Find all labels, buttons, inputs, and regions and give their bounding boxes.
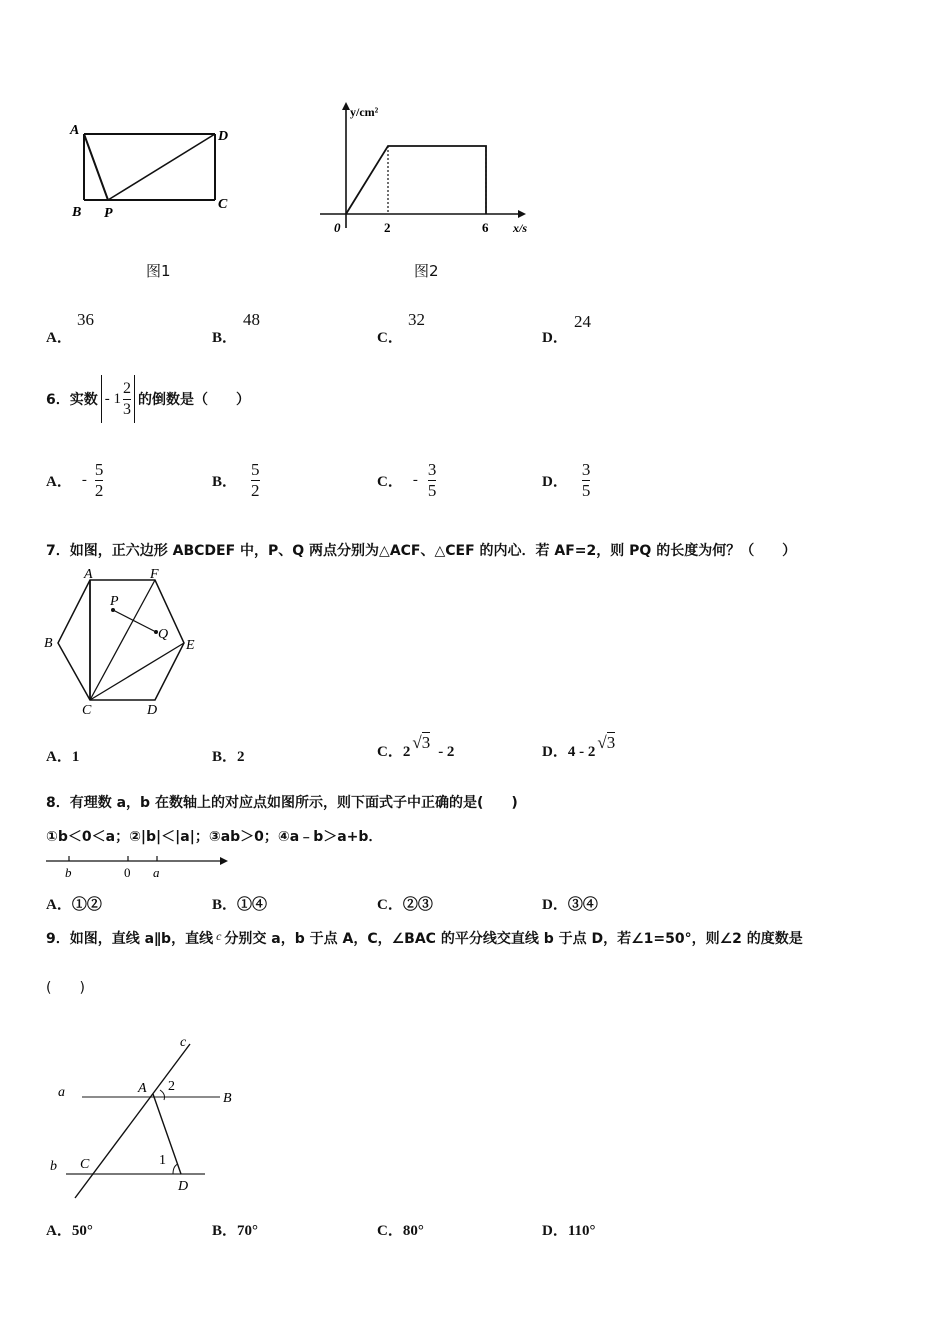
sqrt-icon: √3: [597, 733, 616, 752]
q8-number-line: [44, 850, 234, 880]
fig2-x-label: x/s: [513, 221, 528, 235]
q7-stem: 7．如图，正六边形 ABCDEF 中，P、Q 两点分别为△ACF、△CEF 的内心．若 AF=2，则 PQ 的长度为何？（ ）: [46, 543, 797, 559]
q7-option-c[interactable]: C． 2 √3 - 2: [377, 733, 455, 760]
q9-var-c: c: [216, 929, 222, 943]
fig2-tick-2: 2: [384, 220, 391, 235]
q7-label-E: E: [186, 638, 195, 653]
fig1-label-A: A: [70, 123, 80, 138]
q6-suffix: 的倒数是（ ）: [138, 392, 250, 408]
q6-abs-fraction: $\frac{2}{3}$: [123, 379, 131, 418]
q5-option-a-value: 36: [77, 310, 94, 329]
q8-stem: 8．有理数 a，b 在数轴上的对应点如图所示，则下面式子中正确的是( ): [46, 795, 518, 811]
q9-label-D: D: [178, 1179, 189, 1194]
q8-axis-0: 0: [124, 865, 131, 880]
q8-axis-a: a: [153, 865, 160, 880]
q8-option-d[interactable]: D．③④: [542, 897, 598, 913]
figure-2-caption: 图2: [414, 262, 439, 280]
q8-option-a[interactable]: A．①②: [46, 897, 102, 913]
q5-option-d[interactable]: D．: [542, 330, 568, 346]
q6-abs-sign: - 1: [104, 390, 121, 407]
q9-option-c[interactable]: C．80°: [377, 1223, 424, 1239]
q6-stem: [46, 374, 250, 424]
q8-option-b[interactable]: B．①④: [212, 897, 268, 913]
fig1-label-D: D: [218, 129, 229, 144]
q6-option-b[interactable]: B． $\frac{5}{2}$: [212, 459, 260, 500]
q8-option-c[interactable]: C．②③: [377, 897, 433, 913]
fig2-y-label: y/cm²: [350, 105, 379, 119]
q5-option-b-value: 48: [243, 310, 260, 329]
q7-label-D: D: [147, 703, 158, 718]
q6-option-a[interactable]: A． - $\frac{5}{2}$: [46, 459, 104, 500]
fig1-label-B: B: [72, 205, 82, 220]
q9-paren: ( ): [46, 980, 85, 996]
q6-abs-expression: [101, 375, 135, 423]
figure-1-caption: 图1: [146, 262, 171, 280]
figure-2-graph: [316, 98, 541, 243]
q9-label-a: a: [58, 1085, 65, 1100]
q9-stem: 9．如图，直线 a∥b，直线 c 分别交 a，b 于点 A，C，∠BAC 的平分线交直线 b 于点 D，若∠1=50°，则∠2 的度数是: [46, 929, 803, 947]
q5-option-c[interactable]: C．: [377, 330, 403, 346]
q6-prefix: 6．实数: [46, 392, 98, 408]
q7-option-d[interactable]: D． 4 - 2 √3: [542, 733, 616, 760]
q7-label-P: P: [110, 594, 119, 609]
q6-option-d[interactable]: D． $\frac{3}{5}$: [542, 459, 591, 500]
q7-option-a[interactable]: A．1: [46, 749, 80, 765]
q9-label-2: 2: [168, 1079, 175, 1094]
q5-option-d-value: 24: [574, 312, 591, 331]
q5-option-b[interactable]: B．: [212, 330, 238, 346]
q6-option-c[interactable]: C． - $\frac{3}{5}$: [377, 459, 437, 500]
q9-label-1: 1: [159, 1153, 166, 1168]
q7-label-C: C: [82, 703, 92, 718]
q8-axis-b: b: [65, 865, 72, 880]
q5-option-c-value: 32: [408, 310, 425, 329]
figure-1-rectangle: [60, 118, 240, 228]
q7-label-A: A: [84, 568, 93, 582]
q9-label-c: c: [180, 1035, 187, 1050]
q7-label-B: B: [44, 636, 53, 651]
q7-hexagon-figure: [40, 568, 210, 718]
fig1-label-C: C: [218, 197, 228, 212]
q8-statements: ①b＜0＜a；②|b|＜|a|；③ab＞0；④a﹣b＞a+b．: [46, 829, 383, 845]
sqrt-icon: √3: [412, 733, 431, 752]
q7-label-Q: Q: [158, 627, 169, 642]
q9-label-C: C: [80, 1157, 90, 1172]
q9-parallel-lines-figure: [40, 1030, 250, 1200]
q5-option-a[interactable]: A．: [46, 330, 72, 346]
fig2-tick-6: 6: [482, 220, 489, 235]
fig1-label-P: P: [104, 206, 113, 221]
fig2-tick-0: 0: [334, 220, 341, 235]
q9-option-a[interactable]: A．50°: [46, 1223, 93, 1239]
q9-option-b[interactable]: B．70°: [212, 1223, 259, 1239]
q9-label-b: b: [50, 1159, 57, 1174]
q7-label-F: F: [150, 568, 159, 582]
q9-label-A: A: [138, 1081, 147, 1096]
q7-option-b[interactable]: B．2: [212, 749, 245, 765]
q9-option-d[interactable]: D．110°: [542, 1223, 596, 1239]
q9-label-B: B: [223, 1091, 232, 1106]
